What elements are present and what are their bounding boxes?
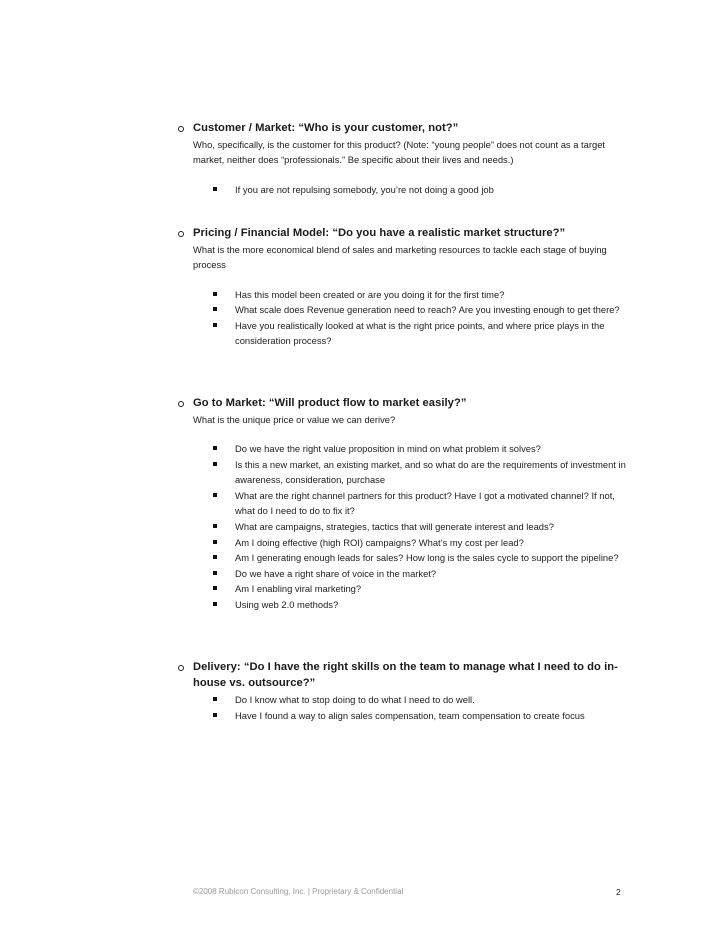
page-number: 2 (616, 887, 621, 897)
square-bullet-icon (213, 586, 217, 590)
list-item: Am I generating enough leads for sales? How long is the sales cycle to support the pipeline? (235, 550, 628, 566)
circle-bullet-icon (178, 126, 184, 132)
circle-bullet-icon (178, 401, 184, 407)
list-item: What are campaigns, strategies, tactics that will generate interest and leads? (235, 519, 628, 535)
square-bullet-icon (213, 307, 217, 311)
list-item: What are the right channel partners for this product? Have I got a motivated channel? If not, what do I need to do to fix it? (235, 488, 628, 519)
list-item: Using web 2.0 methods? (235, 597, 628, 613)
bullet-list (178, 182, 628, 198)
square-bullet-icon (213, 555, 217, 559)
section-heading: Go to Market: “Will product flow to market easily?” (193, 397, 467, 409)
list-item: Do we have a right share of voice in the market? (235, 566, 628, 582)
square-bullet-icon (213, 524, 217, 528)
list-item: If you are not repulsing somebody, you’re not doing a good job (235, 182, 628, 198)
list-item: Have I found a way to align sales compensation, team compensation to create focus (235, 708, 628, 724)
list-item: What scale does Revenue generation need to reach? Are you investing enough to get there? (235, 302, 628, 318)
square-bullet-icon (213, 571, 217, 575)
list-item: Is this a new market, an existing market, and so what do are the requirements of investment in awareness, consideration, purchase (235, 457, 628, 488)
list-item: Do we have the right value proposition in mind on what problem it solves? (235, 441, 628, 457)
square-bullet-icon (213, 323, 217, 327)
square-bullet-icon (213, 187, 217, 191)
section-description: What is the more economical blend of sales and marketing resources to tackle each stage of buying process (193, 243, 607, 271)
circle-bullet-icon (178, 231, 184, 237)
square-bullet-icon (213, 540, 217, 544)
list-item: Am I doing effective (high ROI) campaigns? What’s my cost per lead? (235, 535, 628, 551)
list-item: Am I enabling viral marketing? (235, 581, 628, 597)
section-go-to-market (178, 396, 628, 613)
bullet-list (178, 692, 628, 723)
bullet-list (178, 441, 628, 613)
section-heading: Pricing / Financial Model: “Do you have a realistic market structure?” (193, 227, 566, 239)
list-item: Have you realistically looked at what is the right price points, and where price plays in the consideration process? (235, 318, 628, 349)
section-customer-market (178, 121, 628, 197)
bullet-list (178, 287, 628, 349)
footer-copyright: ©2008 Rubicon Consulting, Inc. | Proprietary & Confidential (193, 887, 404, 896)
square-bullet-icon (213, 602, 217, 606)
section-delivery (178, 660, 628, 723)
list-item: Has this model been created or are you doing it for the first time? (235, 287, 628, 303)
square-bullet-icon (213, 493, 217, 497)
section-description: What is the unique price or value we can derive? (193, 413, 396, 425)
circle-bullet-icon (178, 665, 184, 671)
section-heading: Customer / Market: “Who is your customer, not?” (193, 122, 459, 134)
section-heading: Delivery: “Do I have the right skills on the team to manage what I need to do in-house vs. outsource?” (193, 661, 618, 689)
section-description: Who, specifically, is the customer for this product? (Note: “young people” does not count as a target market, neither does “professionals.” Be specific about their lives and needs.) (193, 138, 606, 166)
square-bullet-icon (213, 292, 217, 296)
section-pricing-financial (178, 226, 628, 349)
list-item: Do I know what to stop doing to do what I need to do well. (235, 692, 628, 708)
square-bullet-icon (213, 446, 217, 450)
square-bullet-icon (213, 697, 217, 701)
square-bullet-icon (213, 462, 217, 466)
square-bullet-icon (213, 713, 217, 717)
